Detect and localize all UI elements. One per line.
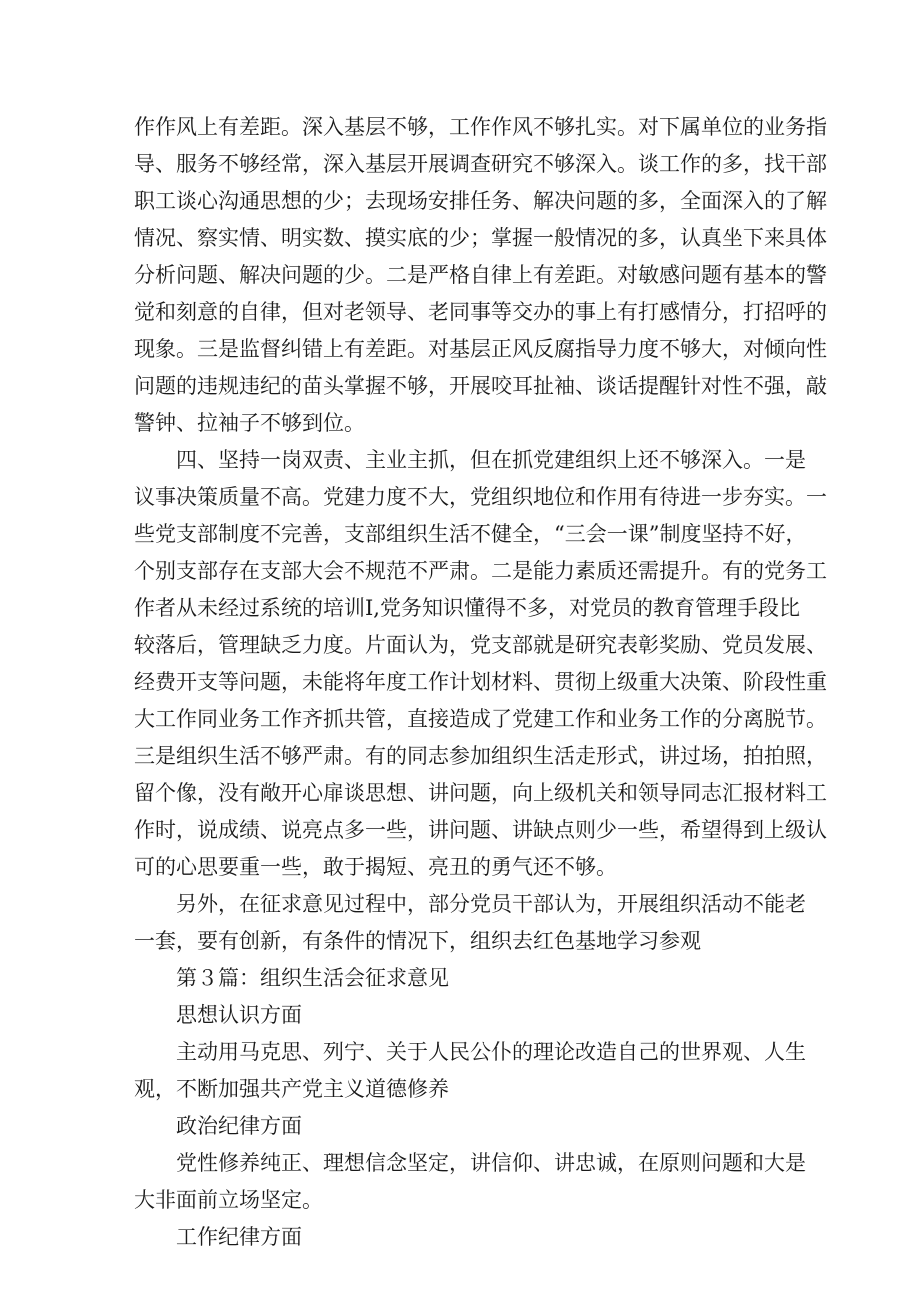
body-text-line: 大非面前立场坚定。 (134, 1188, 323, 1212)
body-text-line: 问题的违规违纪的苗头掌握不够，开展咬耳扯袖、谈话提醒针对性不强，敲 (134, 374, 827, 398)
body-text-line: 大工作同业务工作齐抓共管，直接造成了党建工作和业务工作的分离脱节。 (134, 707, 827, 731)
body-text-line: 分析问题、解决问题的少。二是严格自律上有差距。对敏感问题有基本的警 (134, 263, 827, 287)
body-text-line: 觉和刻意的自律，但对老领导、老同事等交办的事上有打感情分，打招呼的 (134, 300, 827, 324)
body-text-line: 一套，要有创新，有条件的情况下，组织去红色基地学习参观 (134, 929, 701, 953)
subheading: 工作纪律方面 (176, 1225, 302, 1249)
body-text-line: 导、服务不够经常，深入基层开展调查研究不够深入。谈工作的多，找干部 (134, 152, 827, 176)
subheading: 思想认识方面 (176, 1003, 302, 1027)
body-text-line: 议事决策质量不高。党建力度不大，党组织地位和作用有待进一步夯实。一 (134, 485, 827, 509)
section-title: 第３篇：组织生活会征求意见 (176, 966, 449, 990)
paragraph-first-line: 主动用马克思、列宁、关于人民公仆的理论改造自己的世界观、人生 (176, 1040, 806, 1064)
body-text-line: 个别支部存在支部大会不规范不严肃。二是能力素质还需提升。有的党务工 (134, 559, 827, 583)
body-text-line: 情况、察实情、明实数、摸实底的少；掌握一般情况的多，认真坐下来具体 (134, 226, 827, 250)
body-text-line: 职工谈心沟通思想的少；去现场安排任务、解决问题的多，全面深入的了解 (134, 189, 827, 213)
body-text-line: 经费开支等问题，未能将年度工作计划材料、贯彻上级重大决策、阶段性重 (134, 670, 827, 694)
body-text-line: 作者从未经过系统的培训I,党务知识懂得不多，对党员的教育管理手段比 (134, 596, 800, 620)
paragraph-first-line: 党性修养纯正、理想信念坚定，讲信仰、讲忠诚，在原则问题和大是 (176, 1151, 806, 1175)
body-text-line: 较落后，管理缺乏力度。片面认为，党支部就是研究表彰奖励、党员发展、 (134, 633, 827, 657)
body-text-line: 三是组织生活不够严肃。有的同志参加组织生活走形式，讲过场，拍拍照， (134, 744, 827, 768)
body-text-line: 可的心思要重一些，敢于揭短、亮丑的勇气还不够。 (134, 855, 617, 879)
body-text-line: 些党支部制度不完善，支部组织生活不健全，“三会一课”制度坚持不好， (134, 522, 807, 546)
body-text-line: 留个像，没有敞开心扉谈思想、讲问题，向上级机关和领导同志汇报材料工 (134, 781, 827, 805)
body-text-line: 观，不断加强共产党主义道德修养 (134, 1077, 449, 1101)
body-text-line: 作作风上有差距。深入基层不够，工作作风不够扎实。对下属单位的业务指 (134, 115, 827, 139)
body-text-line: 警钟、拉袖子不够到位。 (134, 411, 365, 435)
subheading: 政治纪律方面 (176, 1114, 302, 1138)
paragraph-first-line: 四、坚持一岗双责、主业主抓，但在抓党建组织上还不够深入。一是 (176, 448, 806, 472)
paragraph-first-line: 另外，在征求意见过程中，部分党员干部认为，开展组织活动不能老 (176, 892, 806, 916)
body-text-line: 作时，说成绩、说亮点多一些，讲问题、讲缺点则少一些，希望得到上级认 (134, 818, 827, 842)
body-text-line: 现象。三是监督纠错上有差距。对基层正风反腐指导力度不够大，对倾向性 (134, 337, 827, 361)
